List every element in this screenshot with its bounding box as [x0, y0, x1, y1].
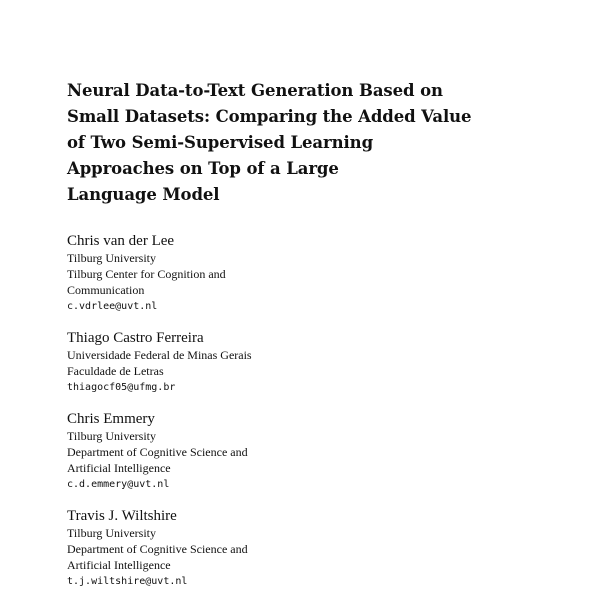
- author-block-emmery: [67, 410, 487, 494]
- title-line: Small Datasets: Comparing the Added Value: [67, 107, 472, 126]
- title-line: of Two Semi-Supervised Learning: [67, 133, 374, 152]
- author-email: t.j.wiltshire@uvt.nl: [67, 576, 188, 587]
- author-affiliation: Tilburg University: [67, 429, 157, 443]
- title-line: Approaches on Top of a Large: [67, 159, 339, 178]
- author-affiliation: Universidade Federal de Minas Gerais: [67, 348, 252, 362]
- author-affiliation: Communication: [67, 283, 145, 297]
- author-affiliation: Artificial Intelligence: [67, 461, 171, 475]
- author-block-van-der-lee: [67, 232, 487, 316]
- author-affiliation: Tilburg Center for Cognition and: [67, 267, 226, 281]
- author-name: Thiago Castro Ferreira: [67, 330, 204, 346]
- author-email: c.d.emmery@uvt.nl: [67, 479, 170, 490]
- author-affiliation: Artificial Intelligence: [67, 558, 171, 572]
- author-affiliation: Tilburg University: [67, 526, 157, 540]
- author-affiliation: Department of Cognitive Science and: [67, 445, 248, 459]
- author-name: Chris van der Lee: [67, 233, 175, 249]
- author-affiliation: Department of Cognitive Science and: [67, 542, 248, 556]
- author-name: Travis J. Wiltshire: [67, 508, 177, 524]
- paper-title: [67, 78, 507, 208]
- author-block-castro-ferreira: [67, 329, 487, 397]
- author-list: [67, 232, 487, 604]
- title-line: Language Model: [67, 185, 220, 204]
- author-name: Chris Emmery: [67, 411, 155, 427]
- author-affiliation: Faculdade de Letras: [67, 364, 164, 378]
- author-email: c.vdrlee@uvt.nl: [67, 301, 158, 312]
- author-block-wiltshire: [67, 507, 487, 591]
- author-email: thiagocf05@ufmg.br: [67, 382, 176, 393]
- title-line: Neural Data-to-Text Generation Based on: [67, 81, 443, 100]
- author-affiliation: Tilburg University: [67, 251, 157, 265]
